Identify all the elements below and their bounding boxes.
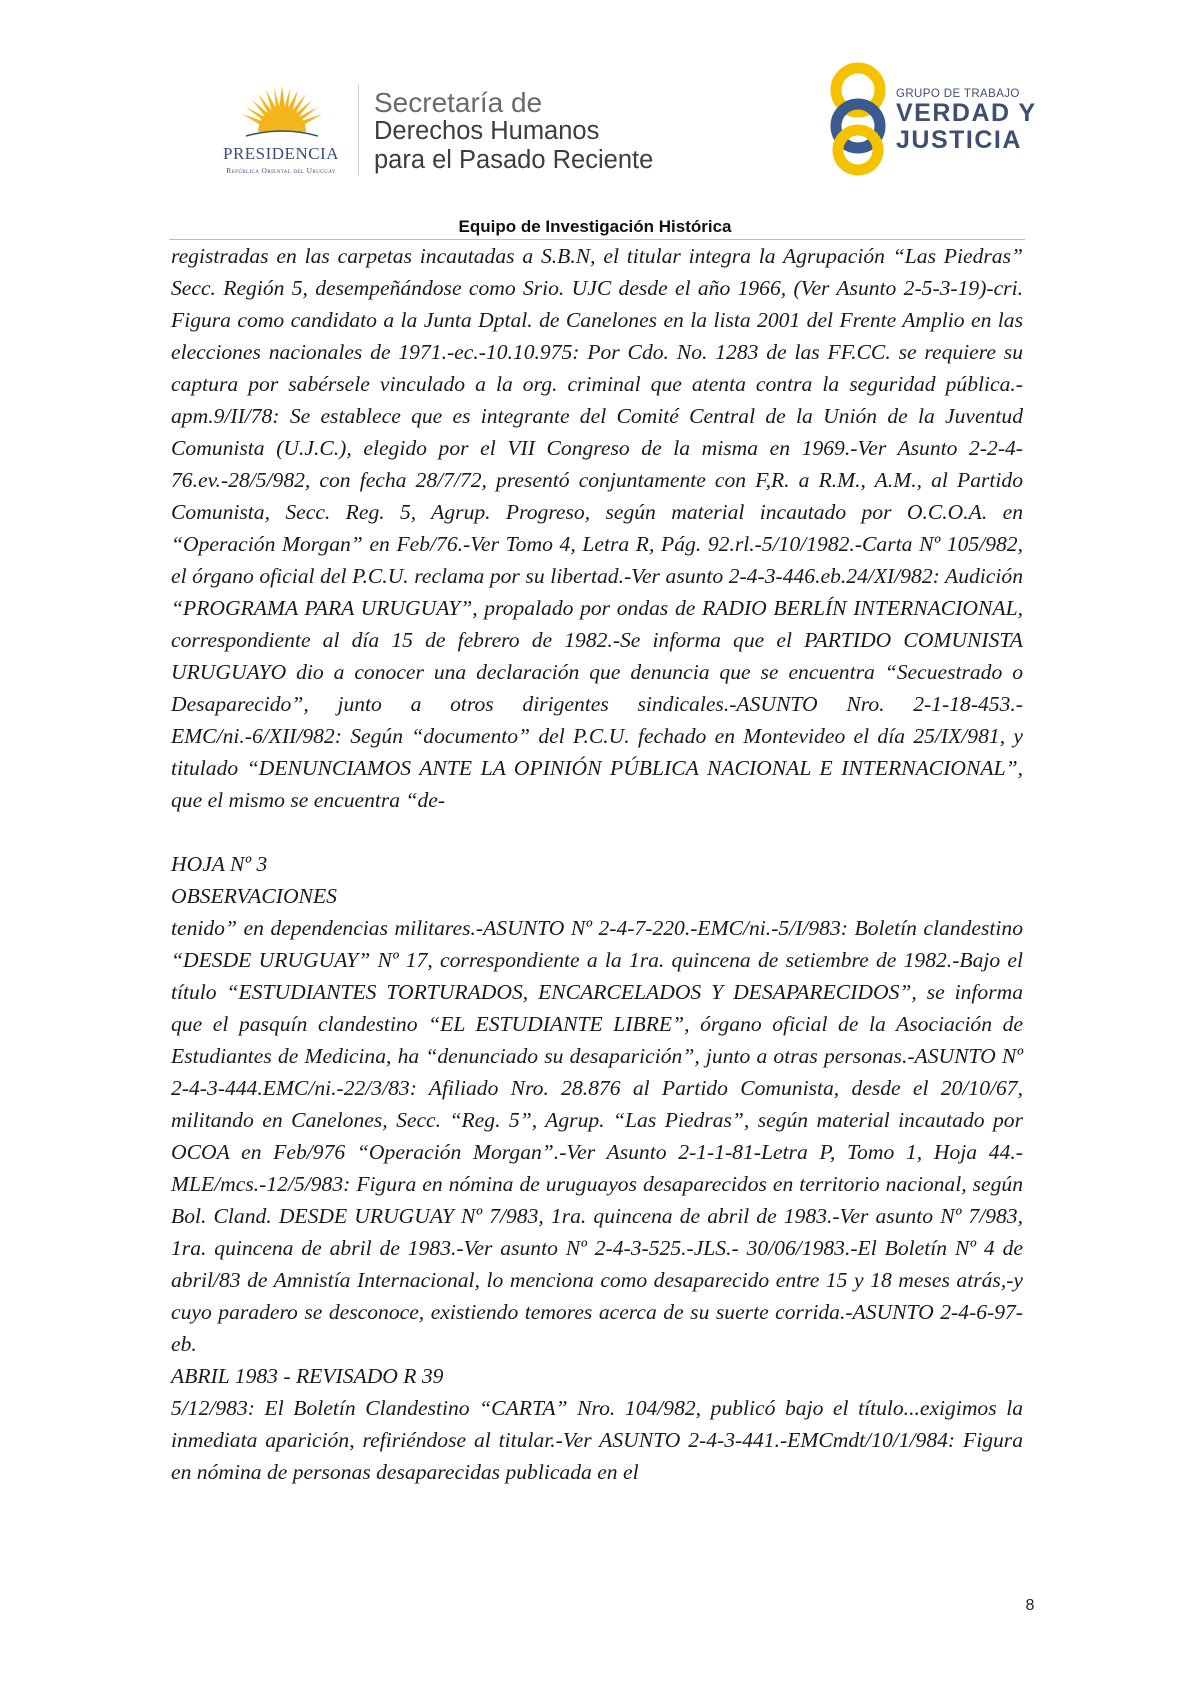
hoja-label: HOJA Nº 3: [171, 852, 268, 876]
logo-divider: [358, 84, 359, 176]
paragraph-1: registradas en las carpetas incautadas a S.B.N, el titular integra la Agrupación “Las Piedras” Secc. Región 5, desempeñándose como Srio. UJC desde el año 1966, (Ver Asunto 2-5-3-19)-cri. Figura como candidato a la Junta Dptal. de Canelones en la lista 2001 del Frente Amplio en las elecciones nacionales de 1971.-ec.-10.10.975: Por Cdo. No. 1283 de las FF.CC. se requiere su captura por sabérsele vinculado a la org. criminal que atenta contra la seguridad pública.-apm.9/II/78: Se establece que es integrante del Comité Central de la Unión de la Juventud Comunista (U.J.C.), elegido por el VII Congreso de la misma en 1969.-Ver Asunto 2-2-4-76.ev.-28/5/982, con fecha 28/7/72, presentó conjuntamente con F,R. a R.M., A.M., al Partido Comunista, Secc. Reg. 5, Agrup. Progreso, según material incautado por O.C.O.A. en “Operación Morgan” en Feb/76.-Ver Tomo 4, Letra R, Pág. 92.rl.-5/10/1982.-Carta Nº 105/982, el órgano oficial del P.C.U. reclama por su libertad.-Ver asunto 2-4-3-446.eb.24/XI/982: Audición “PROGRAMA PARA URUGUAY”, propalado por ondas de RADIO BERLÍN INTERNACIONAL, correspondiente al día 15 de febrero de 1982.-Se informa que el PARTIDO COMUNISTA URUGUAYO dio a conocer una declaración que denuncia que se encuentra “Secuestrado o Desaparecido”, junto a otros dirigentes sindicales.-ASUNTO Nro. 2-1-18-453.-EMC/ni.-6/XII/982: Según “documento” del P.C.U. fechado en Montevideo el día 25/IX/981, y titulado “DENUNCIAMOS ANTE LA OPINIÓN PÚBLICA NACIONAL E INTERNACIONAL”, que el mismo se encuentra “de-: [171, 244, 1023, 812]
grupo-line1: GRUPO DE TRABAJO: [896, 88, 1020, 100]
document-body: [171, 240, 1023, 1488]
observaciones-label: OBSERVACIONES: [171, 884, 337, 908]
secretaria-line3: para el Pasado Reciente: [374, 146, 654, 174]
presidencia-subtitle: República Oriental del Uruguay: [226, 166, 336, 175]
page-number: 8: [1025, 1597, 1035, 1614]
page-header: [0, 0, 1190, 236]
sun-icon: [236, 82, 328, 144]
secretaria-line1: Secretaría de: [374, 87, 543, 118]
presidencia-logo: [196, 82, 366, 178]
grupo-line2: VERDAD Y: [896, 99, 1037, 127]
grupo-line3: JUSTICIA: [896, 126, 1022, 154]
verdad-justicia-logo-text: [896, 88, 1037, 154]
presidencia-name: PRESIDENCIA: [222, 144, 339, 163]
secretaria-logo-text: [374, 88, 653, 175]
verdad-justicia-rings-icon: [820, 58, 896, 176]
team-title: Equipo de Investigación Histórica: [458, 217, 732, 236]
abril-revisado-label: ABRIL 1983 - REVISADO R 39: [171, 1364, 444, 1388]
paragraph-3: 5/12/983: El Boletín Clandestino “CARTA” Nro. 104/982, publicó bajo el título...exigimos la inmediata aparición, refiriéndose al titular.-Ver ASUNTO 2-4-3-441.-EMCmdt/10/1/984: Figura en nómina de personas desaparecidas publicada en el: [171, 1396, 1023, 1484]
paragraph-2: tenido” en dependencias militares.-ASUNTO Nº 2-4-7-220.-EMC/ni.-5/I/983: Boletín clandestino “DESDE URUGUAY” Nº 17, correspondiente a la 1ra. quincena de setiembre de 1982.-Bajo el título “ESTUDIANTES TORTURADOS, ENCARCELADOS Y DESAPARECIDOS”, se informa que el pasquín clandestino “EL ESTUDIANTE LIBRE”, órgano oficial de la Asociación de Estudiantes de Medicina, ha “denunciado su desaparición”, junto a otras personas.-ASUNTO Nº 2-4-3-444.EMC/ni.-22/3/83: Afiliado Nro. 28.876 al Partido Comunista, desde el 20/10/67, militando en Canelones, Secc. “Reg. 5”, Agrup. “Las Piedras”, según material incautado por OCOA en Feb/976 “Operación Morgan”.-Ver Asunto 2-1-1-81-Letra P, Tomo 1, Hoja 44.-MLE/mcs.-12/5/983: Figura en nómina de uruguayos desaparecidos en territorio nacional, según Bol. Cland. DESDE URUGUAY Nº 7/983, 1ra. quincena de abril de 1983.-Ver asunto Nº 7/983, 1ra. quincena de abril de 1983.-Ver asunto Nº 2-4-3-525.-JLS.- 30/06/1983.-El Boletín Nº 4 de abril/83 de Amnistía Internacional, lo menciona como desaparecido entre 15 y 18 meses atrás,-y cuyo paradero se desconoce, existiendo temores acerca de su suerte corrida.-ASUNTO 2-4-6-97-eb.: [171, 916, 1023, 1356]
paragraph-gap: [171, 816, 1023, 848]
secretaria-line2: Derechos Humanos: [374, 117, 600, 145]
